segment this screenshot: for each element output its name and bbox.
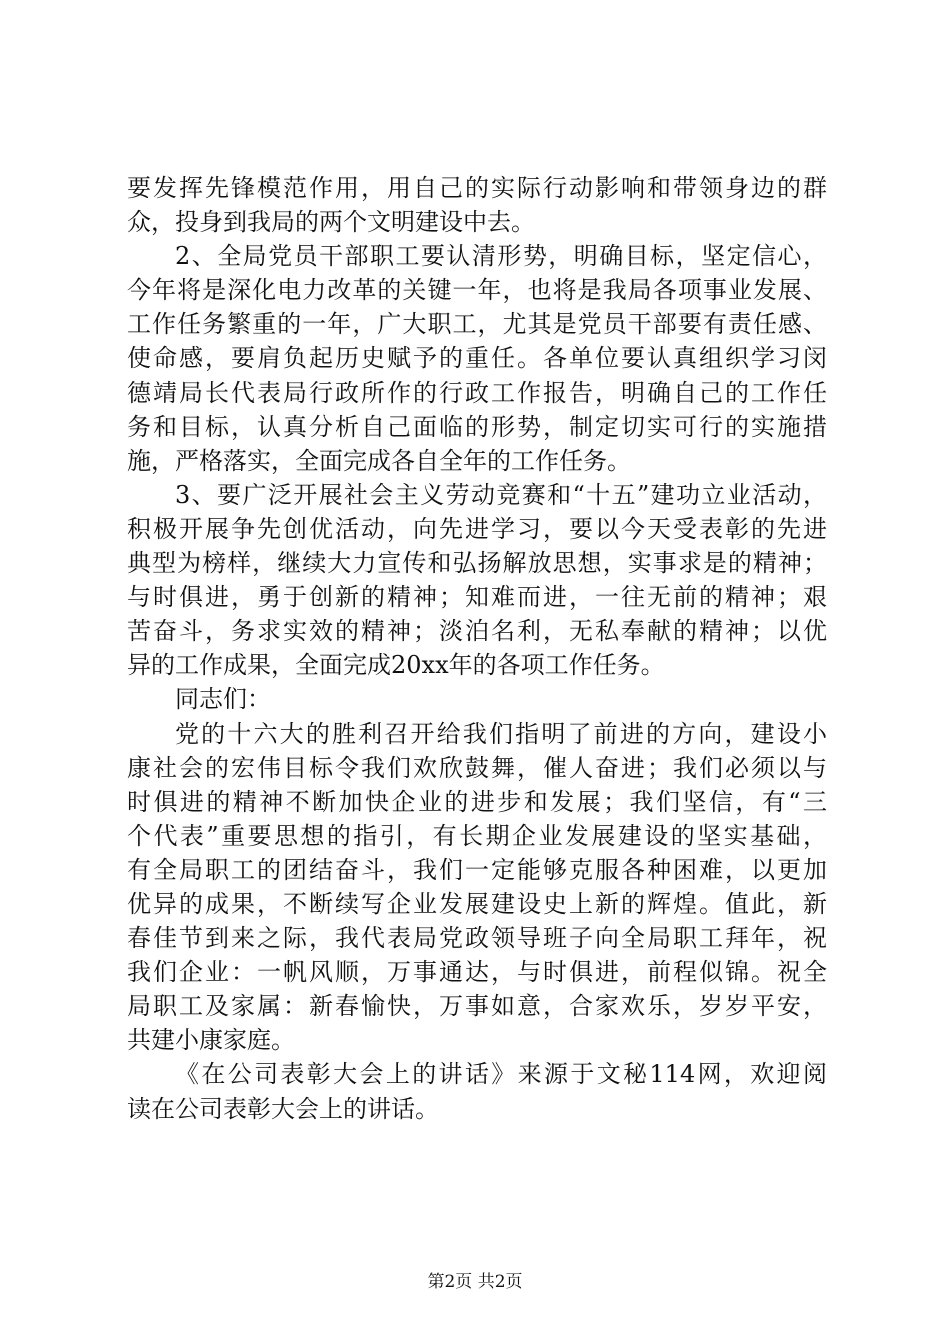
- text-line: 异的工作成果，全面完成20xx年的各项工作任务。: [127, 651, 665, 680]
- text-line: 典型为榜样，继续大力宣传和弘扬解放思想，实事求是的精神；: [127, 549, 827, 578]
- text-line: 3、要广泛开展社会主义劳动竞赛和“十五”建功立业活动，: [175, 480, 827, 509]
- text-line: 与时俱进，勇于创新的精神；知难而进，一往无前的精神；艰: [127, 583, 827, 612]
- text-line: 党的十六大的胜利召开给我们指明了前进的方向，建设小: [175, 719, 827, 748]
- text-line: 康社会的宏伟目标令我们欢欣鼓舞，催人奋进；我们必须以与: [127, 753, 827, 782]
- text-line: 有全局职工的团结奋斗，我们一定能够克服各种困难，以更加: [127, 855, 827, 884]
- text-line: 我们企业：一帆风顺，万事通达，与时俱进，前程似锦。祝全: [127, 958, 827, 987]
- text-line: 要发挥先锋模范作用，用自己的实际行动影响和带领身边的群: [127, 174, 827, 202]
- paragraph: [127, 478, 827, 683]
- paragraph: [127, 717, 827, 1058]
- text-line: 春佳节到来之际，我代表局党政领导班子向全局职工拜年，祝: [127, 924, 827, 953]
- text-line: 众，投身到我局的两个文明建设中去。: [127, 208, 535, 237]
- paragraph: [127, 239, 827, 478]
- text-line: 德靖局长代表局行政所作的行政工作报告，明确自己的工作任: [127, 378, 827, 407]
- text-line: 2、全局党员干部职工要认清形势，明确目标，坚定信心，: [175, 242, 827, 271]
- document-body: [127, 171, 827, 1126]
- text-line: 共建小康家庭。: [127, 1026, 295, 1055]
- text-line: 个代表”重要思想的指引，有长期企业发展建设的坚实基础，: [127, 821, 827, 850]
- text-line: 施，严格落实，全面完成各自全年的工作任务。: [127, 446, 631, 475]
- text-line: 积极开展争先创优活动，向先进学习，要以今天受表彰的先进: [127, 514, 827, 543]
- paragraph: [127, 1057, 827, 1125]
- text-line: 苦奋斗，务求实效的精神；淡泊名利，无私奉献的精神；以优: [127, 617, 827, 646]
- page-footer: 第2页 共2页: [427, 1272, 523, 1292]
- text-line: 务和目标，认真分析自己面临的形势，制定切实可行的实施措: [127, 412, 827, 441]
- text-line: 时俱进的精神不断加快企业的进步和发展；我们坚信，有“三: [127, 787, 827, 816]
- text-line: 工作任务繁重的一年，广大职工，尤其是党员干部要有责任感、: [127, 310, 827, 339]
- text-line: 同志们：: [175, 685, 271, 714]
- text-line: 局职工及家属：新春愉快，万事如意，合家欢乐，岁岁平安，: [127, 992, 827, 1021]
- text-line: 读在公司表彰大会上的讲话。: [127, 1094, 439, 1123]
- text-line: 优异的成果，不断续写企业发展建设史上新的辉煌。值此，新: [127, 889, 827, 918]
- text-line: 今年将是深化电力改革的关键一年，也将是我局各项事业发展、: [127, 276, 827, 305]
- text-line: 使命感，要肩负起历史赋予的重任。各单位要认真组织学习闵: [127, 344, 827, 373]
- paragraph: [127, 171, 827, 239]
- text-line: 《在公司表彰大会上的讲话》来源于文秘114网，欢迎阅: [175, 1060, 827, 1089]
- paragraph: [127, 682, 827, 716]
